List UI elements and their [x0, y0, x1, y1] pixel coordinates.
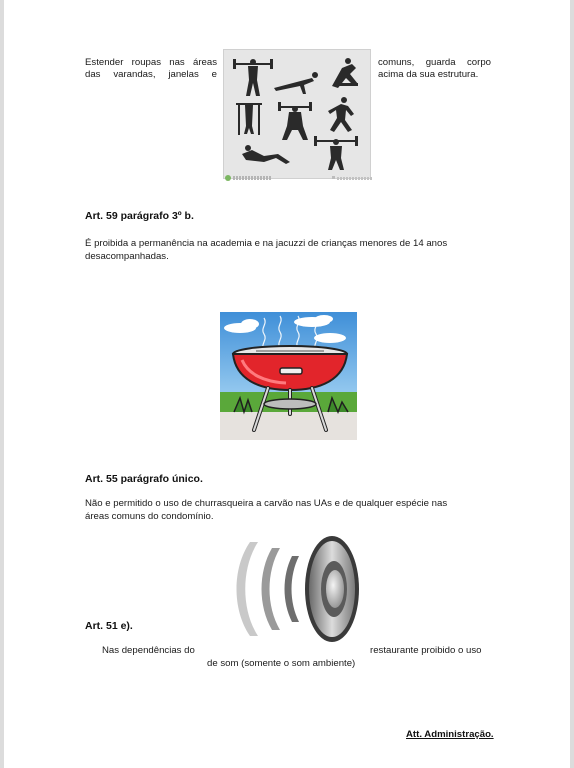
- section-body-art55-line1: Não e permitido o uso de churrasqueira a carvão nas UAs e de qualquer espécie nas: [85, 498, 448, 509]
- section-body-art55-line2: áreas comuns do condomínio.: [85, 511, 214, 522]
- barbecue-grill-icon: [220, 312, 357, 440]
- section-body-art59-line2: desacompanhadas.: [85, 251, 169, 262]
- section-body-art51-line2: de som (somente o som ambiente): [207, 658, 356, 669]
- intro-right-line1: comuns, guarda corpo: [378, 57, 491, 68]
- gym-silhouettes-icon: [224, 50, 370, 178]
- watermark-mark-icon: [332, 176, 335, 179]
- intro-left-line1: Estender roupas nas áreas: [85, 57, 217, 68]
- section-heading-art55: Art. 55 parágrafo único.: [85, 473, 203, 485]
- section-body-art51-left: Nas dependências do: [102, 645, 195, 656]
- gym-image: [223, 49, 371, 179]
- signature: Att. Administração.: [406, 729, 494, 740]
- section-body-art59-line1: É proibida a permanência na academia e na jacuzzi de crianças menores de 14 anos: [85, 238, 448, 249]
- speaker-image: [228, 532, 362, 646]
- document-page: [4, 0, 570, 768]
- section-body-art51-right: restaurante proibido o uso: [370, 645, 482, 656]
- watermark-text-right: [337, 177, 373, 180]
- watermark-logo-icon: [225, 175, 231, 181]
- intro-left-line2: das varandas, janelas e: [85, 69, 217, 80]
- speaker-sound-icon: [228, 532, 362, 646]
- section-heading-art59: Art. 59 parágrafo 3º b.: [85, 210, 194, 222]
- intro-right-line2: acima da sua estrutura.: [378, 69, 479, 80]
- grill-image: [220, 312, 357, 440]
- watermark-text-left: [233, 176, 271, 180]
- section-heading-art51: Art. 51 e).: [85, 620, 133, 632]
